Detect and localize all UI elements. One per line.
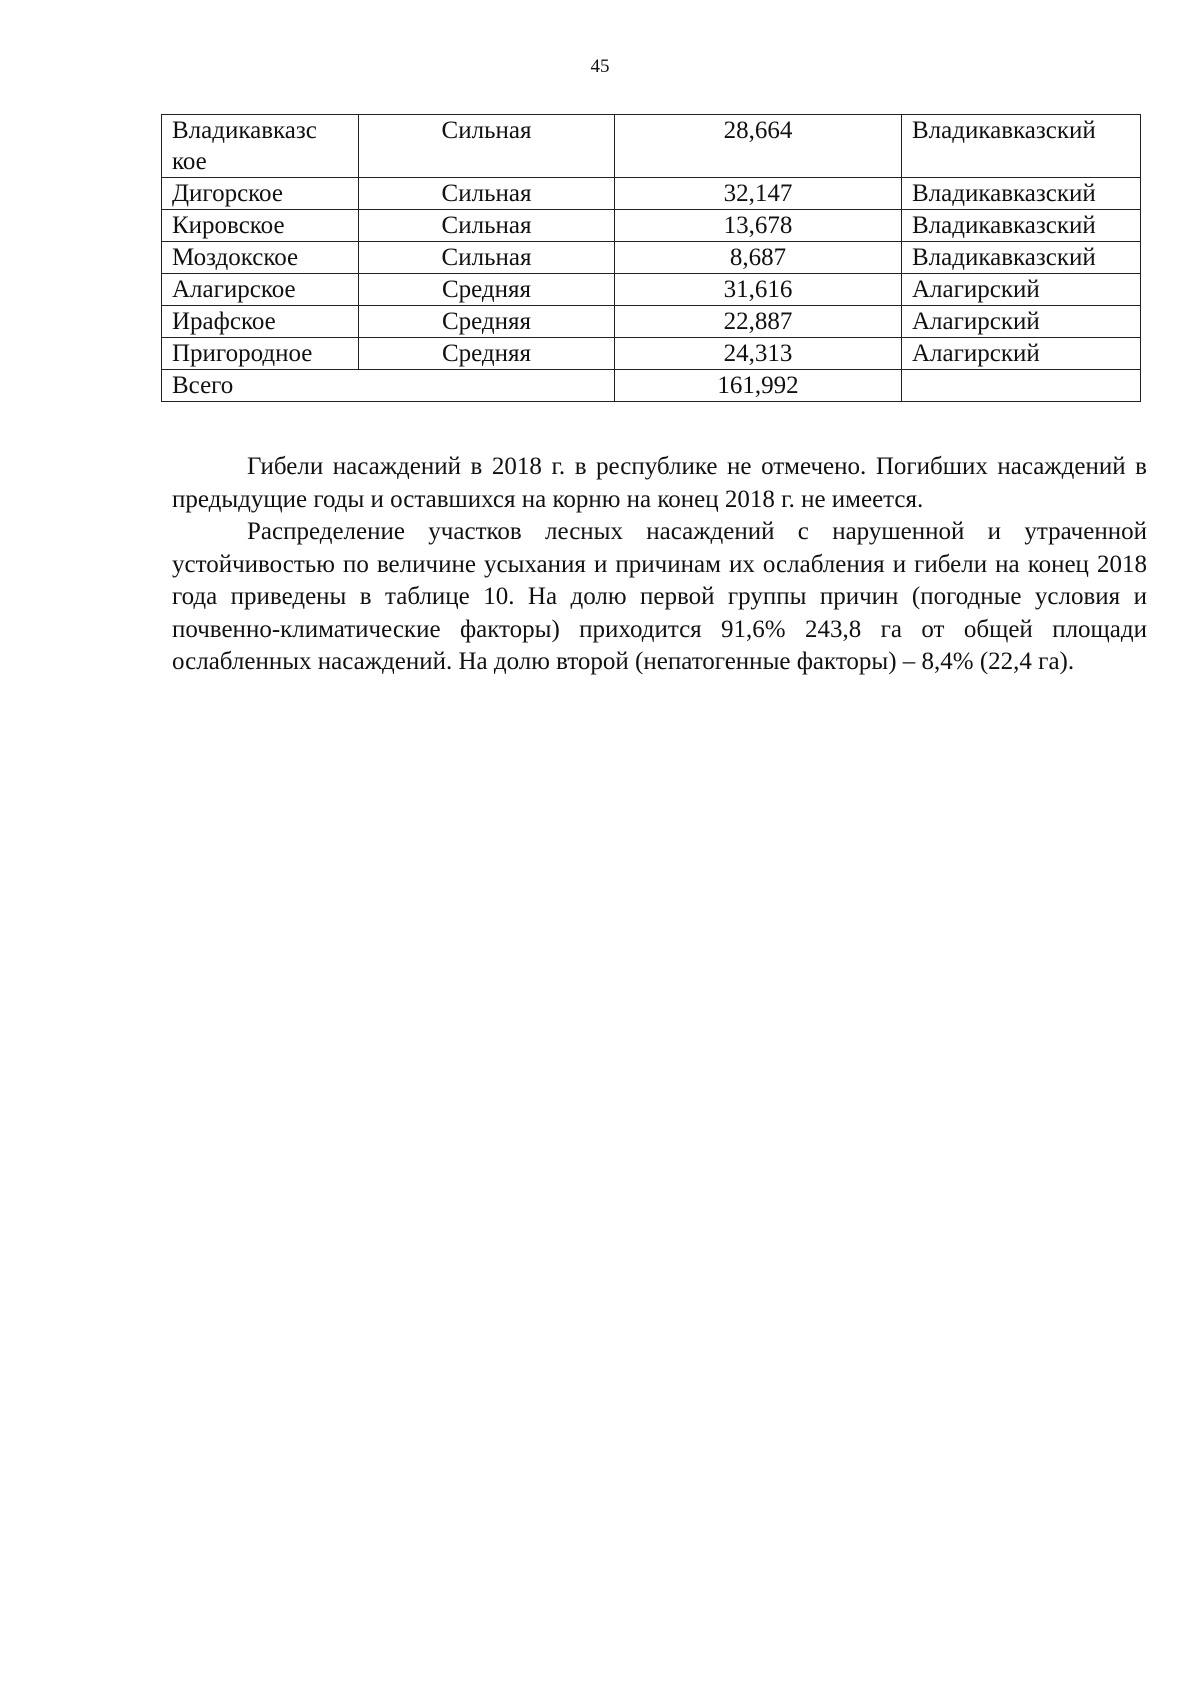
table-total-value: 161,992	[615, 370, 902, 402]
table-cell-level: Сильная	[359, 242, 615, 274]
table-cell-name: Ирафское	[162, 306, 359, 338]
table-cell-value: 31,616	[615, 274, 902, 306]
paragraph-distribution: Распределение участков лесных насаждений с нарушенной и утраченной устойчивостью по величине усыхания и причинам их ослабления и гибели на конец 2018 года приведены в таблице 10. На долю первой группы причин (погодные условия и почвенно-климатические факторы) приходится 91,6% 243,8 га от общей площади ослабленных насаждений. На долю второй (непатогенные факторы) – 8,4% (22,4 га).	[172, 518, 1147, 675]
table-cell-name: Моздокское	[162, 242, 359, 274]
table-row	[162, 242, 1141, 274]
table-cell-level: Средняя	[359, 338, 615, 370]
table-row	[162, 115, 1141, 178]
forestry-table	[161, 114, 1141, 402]
table-cell-name: Кировское	[162, 210, 359, 242]
table-row	[162, 274, 1141, 306]
table-cell-district: Владикавказский	[902, 178, 1141, 210]
table-cell-district: Владикавказский	[902, 115, 1141, 178]
table-cell-level: Сильная	[359, 178, 615, 210]
table-row	[162, 306, 1141, 338]
table-cell-level: Сильная	[359, 115, 615, 178]
table-cell-name: Пригородное	[162, 338, 359, 370]
table-row	[162, 210, 1141, 242]
table-cell-district: Владикавказский	[902, 210, 1141, 242]
table-total-row	[162, 370, 1141, 402]
table-total-district	[902, 370, 1141, 402]
table-cell-level: Сильная	[359, 210, 615, 242]
table-cell-name: Алагирское	[162, 274, 359, 306]
table-cell-value: 13,678	[615, 210, 902, 242]
table-cell-level: Средняя	[359, 274, 615, 306]
table-total-label: Всего	[162, 370, 615, 402]
table-cell-value: 8,687	[615, 242, 902, 274]
table-cell-value: 22,887	[615, 306, 902, 338]
table-row	[162, 178, 1141, 210]
paragraph-mortality: Гибели насаждений в 2018 г. в республике не отмечено. Погибших насаждений в предыдущие годы и оставшихся на корню на конец 2018 г. не имеется.	[172, 453, 1147, 513]
table-cell-district: Алагирский	[902, 274, 1141, 306]
table-cell-name: Дигорское	[162, 178, 359, 210]
page-number: 45	[590, 56, 610, 77]
body-text	[172, 451, 1147, 679]
table-row	[162, 338, 1141, 370]
table-cell-value: 32,147	[615, 178, 902, 210]
table-cell-district: Алагирский	[902, 338, 1141, 370]
table-cell-level: Средняя	[359, 306, 615, 338]
name-line-2: кое	[172, 148, 207, 175]
table-cell-district: Владикавказский	[902, 242, 1141, 274]
table-cell-district: Алагирский	[902, 306, 1141, 338]
table-cell-value: 24,313	[615, 338, 902, 370]
table-cell-name	[162, 115, 359, 178]
name-line-1: Владикавказс	[172, 117, 317, 144]
table-cell-value: 28,664	[615, 115, 902, 178]
